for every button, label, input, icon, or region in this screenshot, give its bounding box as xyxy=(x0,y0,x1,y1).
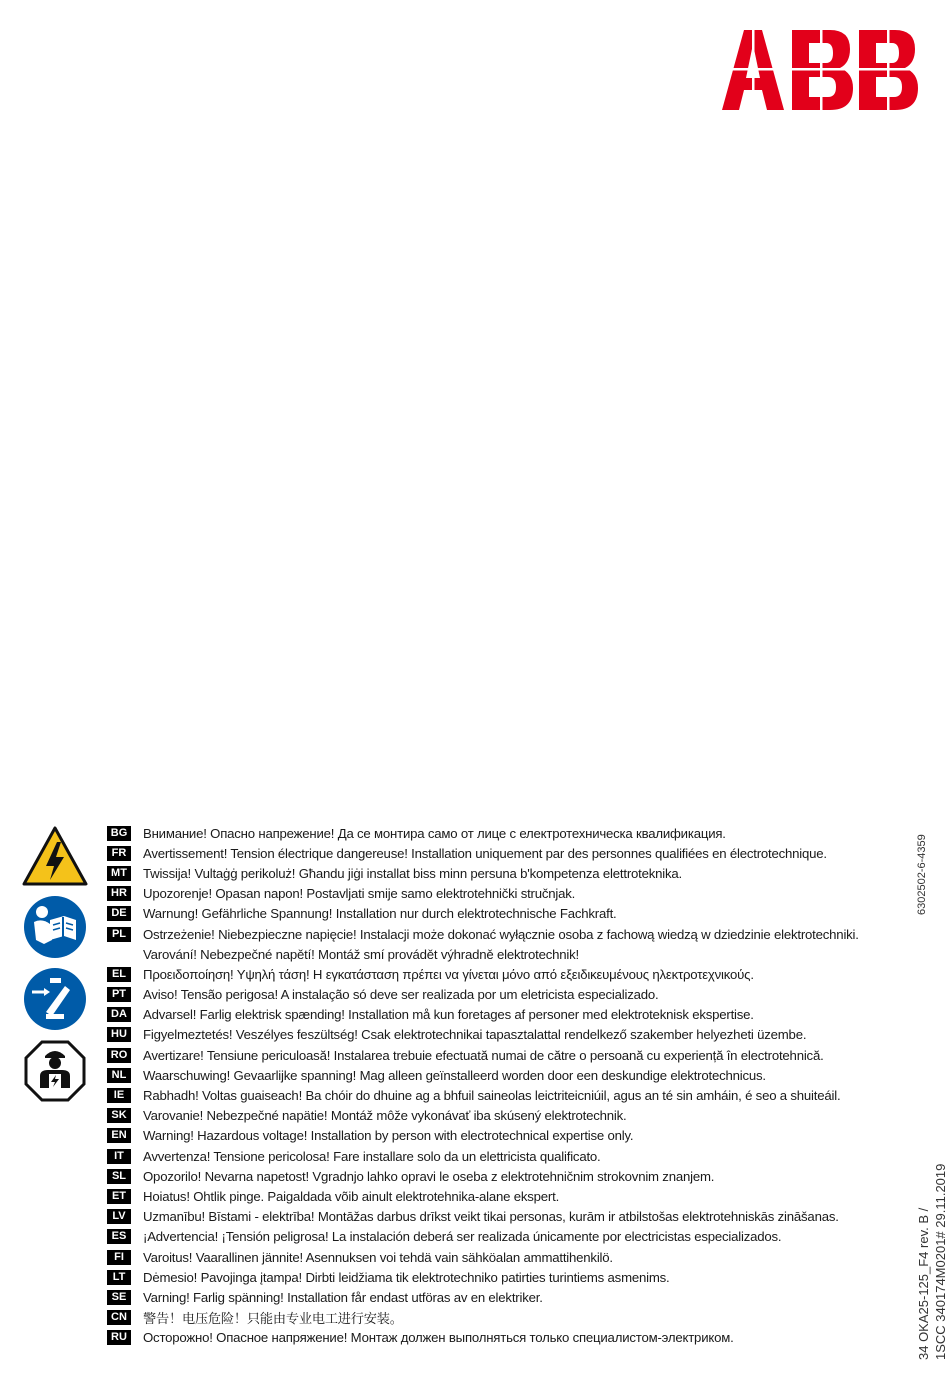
warning-row xyxy=(107,1065,907,1085)
document-reference-line2: 1SCC 340174M0201# 29.11.2019 xyxy=(933,1163,948,1360)
qualified-electrician-icon xyxy=(22,1038,88,1104)
part-number xyxy=(916,820,936,915)
warning-row xyxy=(107,1227,907,1247)
abb-logo xyxy=(722,30,918,110)
warning-row xyxy=(107,843,907,863)
language-code-badge xyxy=(107,947,131,962)
language-code-badge: EN xyxy=(107,1128,131,1143)
warning-text: Προειδοποίηση! Υψηλή τάση! Η εγκατάσταση πρέπει να γίνεται μόνο από εξειδικευμένους ηλεκτροτεχνικούς. xyxy=(143,966,754,982)
warning-row xyxy=(107,1287,907,1307)
warning-text: Opozorilo! Nevarna napetost! Vgradnjo lahko opravi le oseba z elektrotehničnim strokovnim znanjem. xyxy=(143,1168,715,1184)
language-code-badge: FI xyxy=(107,1250,131,1265)
warning-row xyxy=(107,1267,907,1287)
warning-row xyxy=(107,964,907,984)
warning-text: Twissija! Vultaġġ perikoluż! Għandu jiġi installat biss minn persuna b'kompetenza elettroteknika. xyxy=(143,865,682,881)
document-reference xyxy=(916,1128,950,1360)
language-code-badge: DE xyxy=(107,906,131,921)
warning-text: Warnung! Gefährliche Spannung! Installation nur durch elektrotechnische Fachkraft. xyxy=(143,906,617,922)
warning-text: Varování! Nebezpečné napětí! Montáž smí provádět výhradně elektrotechnik! xyxy=(143,946,579,962)
warning-row xyxy=(107,1207,907,1227)
warning-text: Dėmesio! Pavojinga įtampa! Dirbti leidžiama tik elektrotechniko patirties turintiems asmenims. xyxy=(143,1269,670,1285)
warning-row xyxy=(107,944,907,964)
warning-text: 警告！电压危险！只能由专业电工进行安装。 xyxy=(143,1311,403,1327)
warning-text: Varovanie! Nebezpečné napätie! Montáž môže vykonávať iba skúsený elektrotechnik. xyxy=(143,1108,627,1124)
warning-text: Varning! Farlig spänning! Installation får endast utföras av en elektriker. xyxy=(143,1289,543,1305)
warning-row xyxy=(107,1308,907,1328)
warning-text: Avvertenza! Tensione pericolosa! Fare installare solo da un elettricista qualificato. xyxy=(143,1148,601,1164)
warning-text: Advarsel! Farlig elektrisk spænding! Installation må kun foretages af personer med elektroteknisk ekspertise. xyxy=(143,1007,754,1023)
warning-text: Waarschuwing! Gevaarlijke spanning! Mag alleen geïnstalleerd worden door een deskundige elektrotechnicus. xyxy=(143,1067,766,1083)
language-code-badge: SL xyxy=(107,1169,131,1184)
warning-text: Ostrzeżenie! Niebezpieczne napięcie! Instalacji może dokonać wyłącznie osoba z fachową wiedzą w dziedzinie elektrotechniki. xyxy=(143,926,859,942)
warning-text: Avertissement! Tension électrique dangereuse! Installation uniquement par des personnes qualifiées en électrotechnique. xyxy=(143,845,827,861)
high-voltage-warning-icon xyxy=(22,824,88,890)
warning-row xyxy=(107,1126,907,1146)
language-code-badge: NL xyxy=(107,1068,131,1083)
warning-row xyxy=(107,924,907,944)
warning-row xyxy=(107,1146,907,1166)
warning-text: Avertizare! Tensiune periculoasă! Instalarea trebuie efectuată numai de către o persoană cu experiență în electrotehnică. xyxy=(143,1047,824,1063)
language-code-badge: IE xyxy=(107,1088,131,1103)
warning-text: Upozorenje! Opasan napon! Postavljati smije samo elektrotehnički stručnjak. xyxy=(143,886,576,902)
language-code-badge: RU xyxy=(107,1330,131,1345)
warning-row xyxy=(107,884,907,904)
warning-row xyxy=(107,985,907,1005)
warning-row xyxy=(107,1005,907,1025)
warning-row xyxy=(107,1247,907,1267)
language-code-badge: LT xyxy=(107,1270,131,1285)
language-code-badge: SE xyxy=(107,1290,131,1305)
disconnect-before-work-icon xyxy=(22,966,88,1032)
language-code-badge: IT xyxy=(107,1149,131,1164)
language-code-badge: PL xyxy=(107,927,131,942)
warning-text: Uzmanību! Bīstami - elektrība! Montāžas darbus drīkst veikt tikai personas, kurām ir atbilstošas elektrotehniskās zināšanas. xyxy=(143,1209,839,1225)
warning-row xyxy=(107,904,907,924)
warning-text: Внимание! Опасно напрежение! Да се монтира само от лице с електротехническа квалификация. xyxy=(143,825,726,841)
warning-row xyxy=(107,1085,907,1105)
warning-text: Warning! Hazardous voltage! Installation by person with electrotechnical expertise only. xyxy=(143,1128,634,1144)
language-code-badge: ET xyxy=(107,1189,131,1204)
warning-text: Rabhadh! Voltas guaiseach! Ba chóir do dhuine ag a bhfuil saineolas leictriteicniúil, agus an té sin amháin, é seo a shuiteáil. xyxy=(143,1088,841,1104)
language-code-badge: BG xyxy=(107,826,131,841)
warning-row xyxy=(107,1328,907,1348)
language-code-badge: HR xyxy=(107,886,131,901)
warning-row xyxy=(107,1106,907,1126)
warning-row xyxy=(107,1025,907,1045)
language-code-badge: RO xyxy=(107,1048,131,1063)
language-code-badge: PT xyxy=(107,987,131,1002)
read-manual-icon xyxy=(22,894,88,960)
language-code-badge: SK xyxy=(107,1108,131,1123)
warning-row xyxy=(107,863,907,883)
warning-text: Hoiatus! Ohtlik pinge. Paigaldada võib ainult elektrotehnika-alane ekspert. xyxy=(143,1188,560,1204)
language-code-badge: FR xyxy=(107,846,131,861)
part-number-text: 6302502-6-4359 xyxy=(916,834,928,915)
warning-text: Осторожно! Опасное напряжение! Монтаж должен выполняться только специалистом-электриком. xyxy=(143,1330,734,1346)
language-code-badge: DA xyxy=(107,1007,131,1022)
warning-text: Varoitus! Vaarallinen jännite! Asennuksen voi tehdä vain sähköalan ammattihenkilö. xyxy=(143,1249,613,1265)
abb-logo-mark xyxy=(722,30,918,110)
warning-row xyxy=(107,1045,907,1065)
language-code-badge: MT xyxy=(107,866,131,881)
document-reference-line1: 34 OKA25-125_F4 rev. B / xyxy=(916,1207,931,1360)
warning-text: Aviso! Tensão perigosa! A instalação só deve ser realizada por um eletricista especializado. xyxy=(143,987,659,1003)
language-code-badge: LV xyxy=(107,1209,131,1224)
warning-text: ¡Advertencia! ¡Tensión peligrosa! La instalación deberá ser realizada únicamente por electricistas especializados. xyxy=(143,1229,782,1245)
language-code-badge: ES xyxy=(107,1229,131,1244)
warning-text: Figyelmeztetés! Veszélyes feszültség! Csak elektrotechnikai tapasztalattal rendelkező szakember helyezheti üzembe. xyxy=(143,1027,807,1043)
language-code-badge: EL xyxy=(107,967,131,982)
warning-list xyxy=(107,823,907,1348)
warning-row xyxy=(107,1186,907,1206)
warning-row xyxy=(107,823,907,843)
language-code-badge: HU xyxy=(107,1027,131,1042)
warning-row xyxy=(107,1166,907,1186)
language-code-badge: CN xyxy=(107,1310,131,1325)
